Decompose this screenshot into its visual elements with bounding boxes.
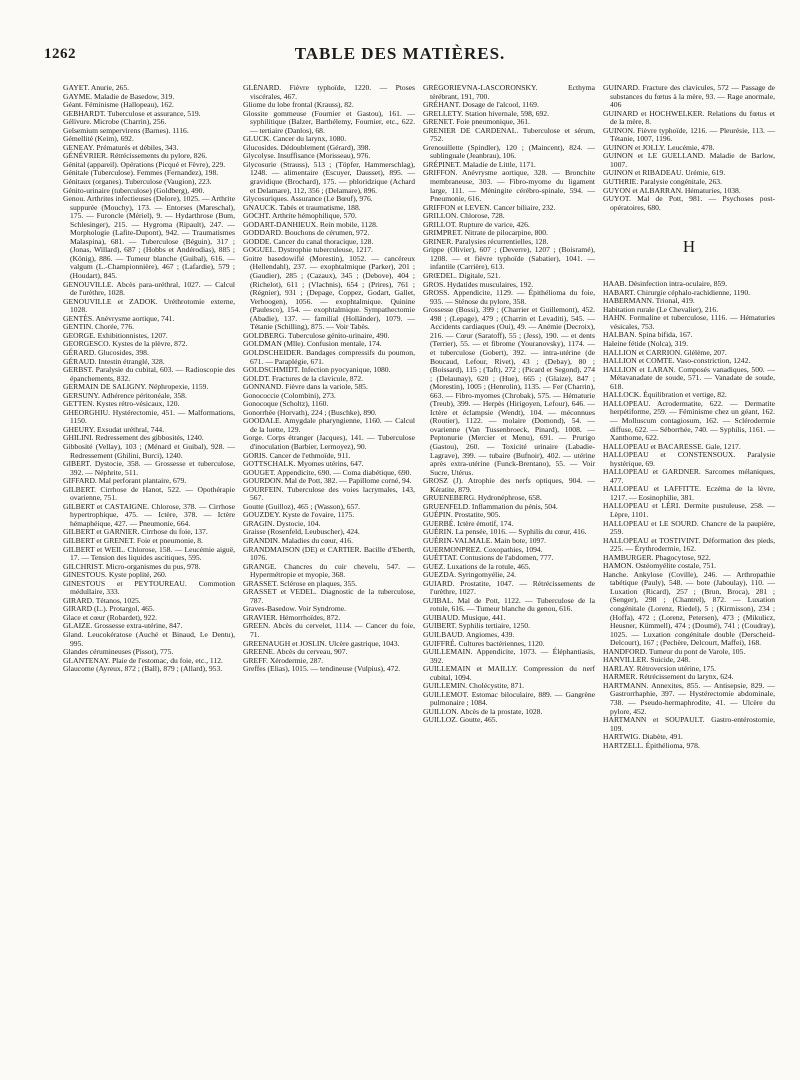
index-entry: HALLION et COMTE. Vaso-constriction, 1242. [603,356,751,366]
index-entry: GRANDIN. Maladies du cœur, 416. [243,535,353,545]
index-entry: GEBHARDT. Tuberculose et assurance, 519. [63,108,201,118]
index-entry: GRIMPRET. Nitrate de pilocarpine, 800. [423,228,548,238]
index-entry: GENTÈS. Anévrysme aortique, 741. [63,313,175,323]
index-entry: GHEURY. Exsudat uréthral, 744. [63,424,165,434]
index-entry: HAAB. Désinfection intra-oculaire, 859. [603,279,727,289]
index-entry: GAYET. Anurie, 265. [63,84,130,92]
index-entry: GUILLOZ. Goutte, 465. [423,715,498,725]
index-entry: HALLION et CARRION. Glélème, 207. [603,347,727,357]
index-entry: GUÉTTAT. Contusions de l'abdomen, 777. [423,553,554,563]
index-entry: GOUGET. Appendicite, 690. — Coma diabétique, 690. [243,467,412,477]
index-entry: GOURFEIN. Tuberculose des voies lacrymales, 143, 567. [243,484,415,503]
index-entry: GRAGIN. Dystocie, 104. [243,518,321,528]
column-4-h-entries [603,280,775,750]
index-entry: GOUZDEY. Kyste de l'ovaire, 1175. [243,510,355,520]
index-entry: GUÉRIN-VALMALE. Main bote, 1097. [423,535,547,545]
index-entry: GODDE. Cancer du canal thoracique, 128. [243,236,374,246]
index-entry: GUILLEMAIN et MAILLY. Compression du nerf cubital, 1094. [423,664,595,682]
index-entry: Gonorrhée (Horvath), 224 ; (Buschke), 890. [243,407,377,417]
index-entry: GRASSET. Sclérose en plaques, 355. [243,578,357,588]
index-entry: GUILLEMOT. Estomac biloculaire, 889. — Gangrène pulmonaire ; 1084. [423,689,595,708]
index-entry: GERSUNY. Adhérence péritonéale, 358. [63,390,187,400]
index-entry: GÉRAUD. Intestin étranglé, 328. [63,356,165,366]
index-entry: GUIFFRÉ. Cultures bactériennes, 1120. [423,638,545,648]
index-entry: HABERMANN. Trional, 419. [603,296,695,306]
index-entry: GHEORGHIU. Hystérectomie, 451. — Malformations, 1150. [63,407,235,426]
index-entry: GNAUCK. Tabès et traumatisme, 188. [243,202,361,212]
index-entry: GUERBÉ. Ictère émotif, 174. [423,518,514,528]
section-letter: H [682,237,696,257]
index-entry: HARTMANN. Annexites, 855. — Antisepsie, 829. — Gastrorrhaphie, 397. — Hystérectomie abdominale, 738. — Pseudo-hermaphrodite, 41. — Ulcère du pylore, 452. [603,680,775,716]
index-entry: GRÉPINET. Maladie de Little, 1171. [423,159,536,169]
index-entry: GUERMONPREZ. Coxopathies, 1094. [423,544,543,554]
index-entry: HALLOPEAU et LÉRI. Dermite pustuleuse, 258. — Lèpre, 1101. [603,501,775,519]
index-entry: GUINON et LE GUELLAND. Maladie de Barlow, 1007. [603,151,775,169]
index-entry: HALLOCK. Équilibration et vertige, 82. [603,390,727,400]
index-entry: HALLOPEAU et CONSTENSOUX. Paralysie hystérique, 69. [603,450,775,468]
index-entry: Glycolyse. Insuffisance (Morisseau), 976. [243,151,371,161]
index-entry: GUINON et RIBADEAU. Urémie, 619. [603,168,726,178]
index-entry: GRILLOT. Rupture de varice, 426. [423,219,530,229]
index-entry: Greffes (Elias), 1015. — tendineuse (Vulpius), 472. [243,664,401,674]
index-entry: Graves-Basedow. Voir Syndrome. [243,604,346,614]
index-entry: GUILLON. Abcès de la prostate, 1028. [423,706,543,716]
index-entry: GRENET. Foie pneumonique, 361. [423,117,531,127]
index-entry: Glace et cœur (Robardet), 922. [63,612,158,622]
index-entry: GILBERT. Cirrhose de Hanot, 522. — Opothérapie ovarienne, 751. [63,484,235,503]
index-entry: Géant. Féminisme (Hallopeau), 162. [63,100,174,110]
index-entry: Grenouillette (Spindler), 120 ; (Maincent), 824. — sublinguale (Jeanbrau), 106. [423,142,595,161]
index-entry: HARTZELL. Épithélioma, 978. [603,740,700,750]
index-entry: GILCHRIST. Micro-organismes du pus, 978. [63,561,201,571]
index-entry: GREENE. Abcès du cerveau, 907. [243,647,348,657]
index-entry: Hanche. Ankylose (Coville), 246. — Arthropathie tabétique (Pauly), 548. — bote (Jaboulay), 110. — Luxation (Ricard), 257 ; (Brun, Broca), 281 ; (Senger), 298 ; (Chantrel), 872. — Luxation congénitale (Lorenz, Riedel), 5 ; (Kirmisson), 234 ; (Hoffa), 472 ; (Lorenz, Petersen), 473 ; (Mikulicz, Heusner, Kümmell), 474 ; (Doumé), 741 ; (Coudray), 1025. — Luxation congénitale double (Derscheid-Delcourt), 167 ; (Pechère, Delcourt, Maffei), 168. [603,569,775,648]
index-entry: HALBAN. Spina bifida, 167. [603,330,693,340]
index-entry: HAMON. Ostéomyélite costale, 751. [603,561,717,571]
index-entry: GIRARD. Tétanos, 1025. [63,595,141,605]
index-entry: GUIARD. Prostatite, 1047. — Rétrécissements de l'urèthre, 1027. [423,578,595,597]
index-entry: GUEZ. Luxations de la rotule, 465. [423,561,531,571]
index-entry: Glossite gommeuse (Fournier et Gastou), 161. — syphilitique (Balzer, Barthélemy, Fournier, etc., 622. — tertiaire (Danlos), 68. [243,108,415,135]
index-entry: GILBERT et GRENET. Foie et pneumonie, 8. [63,535,203,545]
index-entry: HALLOPEAU et GARDNER. Sarcomes mélaniques, 477. [603,467,775,485]
index-entry: GÉNÉVRIER. Rétrécissements du pylore, 826. [63,151,208,161]
index-entry: GROSS. Appendicite, 1129. — Épithélioma du foie, 935. — Sténose du pylore, 358. [423,288,595,306]
index-entry: Gémellité (Keim), 692. [63,134,134,144]
index-entry: GILBERT et CASTAIGNE. Chlorose, 378. — Cirrhose hypertrophique, 475. — Ictère, 378. — Ictère hémaphéique, 427. — Pneumonie, 664. [63,501,235,528]
index-entry: GLÉNARD. Fièvre typhoïde, 1220. — Ptoses viscérales, 467. [243,84,415,101]
index-entry: HALLOPEAU et TOSTIVINT. Déformation des pieds, 225. — Érythrodermie, 162. [603,535,775,554]
index-entry: GUÉRIN. La pensée, 1016. — Syphilis du cœur, 416. [423,527,587,537]
index-entry: HARTWIG. Diabète, 491. [603,732,683,742]
index-entry: GRENIER DE CARDENAL. Tuberculose et sérum, 752. [423,125,595,144]
index-entry: GODDARD. Bouchons de cérumen, 972. [243,228,370,238]
index-entry: HARLAY. Rétroversion utérine, 175. [603,663,717,673]
index-entry: Glycosuriques. Assurance (Le Bœuf), 976. [243,194,373,204]
index-entry: GILBERT et GARNIER. Cirrhose du foie, 137. [63,527,208,537]
index-entry: GOTTSCHALK. Myomes utérins, 647. [243,459,364,469]
index-entry: Génito-urinaire (tuberculose) (Goldberg), 490. [63,185,205,195]
index-entry: GRANGE. Chancres du cuir chevelu, 547. — Hypermétropie et myopie, 368. [243,561,415,580]
index-entry: GRUENEBERG. Hydronéphrose, 658. [423,493,542,503]
index-entry: GENOUVILLE. Abcès para-uréthral, 1027. — Calcul de l'urèthre, 1028. [63,279,235,298]
index-entry: GRÉHANT. Dosage de l'alcool, 1169. [423,100,539,110]
page-number: 1262 [44,46,76,62]
index-entry: GILBERT et WEIL. Chlorose, 158. — Leucémie aiguë, 17. — Tension des liquides ascitiques, 595. [63,544,235,563]
index-entry: GOODALE. Amygdale pharyngienne, 1160. — Calcul de la luette, 129. [243,416,415,434]
index-entry: GUINARD. Fracture des clavicules, 572 — Passage de substances du fœtus à la mère, 93. — Rage anormale, 406 [603,84,775,110]
index-entry: HANDFORD. Tumeur du pont de Varole, 105. [603,646,746,656]
index-entry: HALLOPEAU et LAFFITTE. Eczéma de la lèvre, 1217. — Eosinophilie, 381. [603,484,775,502]
index-entry: Glandes cérumineuses (Pissot), 775. [63,647,174,657]
index-entry: GUIBERT. Syphilis tertiaire, 1250. [423,621,530,631]
index-entry: Gélivure. Microbe (Charrin), 256. [63,117,167,127]
index-entry: Grippe (Olivier), 607 ; (Deverre), 1207 ; (Boisramé), 1208. — et fièvre typhoïde (Sabatier), 1041. — infantile (Carrière), 613. [423,245,595,272]
index-entry: GLANTENAY. Plaie de l'estomac, du foie, etc., 112. [63,655,223,665]
index-entry: GODART-DANHIEUX. Rein mobile, 1128. [243,219,378,229]
index-entry: GRASSET et VEDEL. Diagnostic de la tuberculose, 787. [243,587,415,605]
index-entry: GRANDMAISON (DE) et CARTIER. Bacille d'Eberth, 1076. [243,544,415,563]
index-column-2 [240,84,420,1070]
index-entry: GRIFFON. Anévrysme aortique, 328. — Bronchite membraneuse, 303. — Fibro-myome du ligament large, 111. — Méningite cérébro-spinale, 594. — Pneumonie, 616. [423,168,595,204]
index-entry: GRINER. Paralysies récurrentielles, 128. [423,236,549,246]
index-entry: GLUCK. Cancer du larynx, 1080. [243,134,347,144]
index-entry: HABART. Chirurgie céphalo-rachidienne, 1190. [603,287,751,297]
index-entry: Gland. Leucokératose (Auché et Binaud, Le Dentu), 995. [63,630,235,648]
index-entry: GREFF. Xérodermie, 287. [243,655,324,665]
index-entry: HAMBURGER. Phagocytose, 922. [603,552,711,562]
index-entry: Glaucome (Ayreux, 872 ; (Ball), 879 ; (Allard), 953. [63,664,223,674]
index-entry: GETTEN. Kystes rétro-vésicaux, 120. [63,399,180,409]
index-entry: GAYME. Maladie de Basedow, 319. [63,91,175,101]
index-entry: Glycosurie (Strauss), 513 ; (Töpfer, Hammerschlag), 1248. — alimentaire (Escuyer, Dausset), 895. — gravidique (Brochard), 175. — phloridzique (Achard et Delamare), 112, 356 ; (Delamare), 896. [243,159,415,195]
index-entry: Goutte (Guilloz), 465 ; (Wasson), 657. [243,501,361,511]
index-entry: Goitre basedowifié (Morestin), 1052. — cancéreux (Hellendahl), 237. — exophtalmique (Parker), 201 ; (Gaudier), 285 ; (Cazaux), 345 ; (Debove), 404 ; (Richelot), 611 ; (Vlachnis), 654 ; (Prires), 761 ; (Régnier), 931 ; (Depage, Coppez, Godart, Gallet, Verhoogen), 1056. — exophtalmique. Quinine (Paulesco), 154. — exophtalmique. Sympathectomie (Abadie), 137. — familial (Holländer), 1079. — Tétanie (Schilling), 875. — Voir Tabès. [243,253,415,332]
index-entry: Gorge. Corps étranger (Jacques), 141. — Tuberculose d'inoculation (Barbier, Lermoyez), 90. [243,433,415,451]
index-entry: Genou. Arthrites infectieuses (Delore), 1025. — Arthrite suppurée (Mouchy), 173. — Entorses (Mareschal), 175. — Furoncle (Mériel), 9. — Hydarthrose (Bum, Schlesinger), 215. — Hygroma (Ripault), 247. — Morphologie (Lafite-Dupont), 942. — Traumatismes Malaspina), 681. — Tuberculose (Béguin), 317 ; (Jonas, Willard), 687 ; (Hobbs et Andérodias), 885 ; (König), 886. — Tumeur blanche (Guibal), 616. — valgum (L.-Championnière), 467 ; (Lafardie), 579 ; (Houdart), 845. [63,194,235,281]
index-entry: GUILLEMAIN. Appendicite, 1073. — Éléphantiasis, 392. [423,647,595,665]
index-entry: GINESTOUS et PEYTOUREAU. Commotion médullaire, 333. [63,578,235,597]
index-entry: Graisse (Rosenfeld, Leubuscher), 424. [243,527,360,537]
index-entry: GUIBAL. Mal de Pott, 1122. — Tuberculose de la rotule, 616. — Tumeur blanche du genou, 616. [423,595,595,614]
index-entry: GHILINI. Redressement des gibbosités, 1240. [63,433,204,443]
index-entry: GOLDSCHMIDT. Infection pyocyanique, 1080. [243,365,391,375]
index-entry: GUIBAUD. Musique, 441. [423,612,506,622]
index-entry: GROSZ (J). Atrophie des nerfs optiques, 904. — Kératite, 879. [423,476,595,494]
index-entry: GUYON et ALBARRAN. Hématuries, 1038. [603,185,741,195]
index-entry: GRILLON. Chlorose, 728. [423,211,505,221]
index-entry: GRUENFELD. Inflammation du pénis, 504. [423,501,558,511]
index-entry: Génital (appareil). Opérations (Picqué et Fèvre), 229. [63,159,226,169]
index-entry: Génitaux (organes). Tuberculose (Vaugion), 223. [63,177,212,187]
page-title: TABLE DES MATIÈRES. [294,44,506,63]
index-entry: GERBST. Paralysie du cubital, 603. — Radioscopie des épanchements, 832. [63,365,235,383]
index-entry: GRÉGORIEVNA-LASCORONSKY. Ecthyma térébrant, 191, 700. [423,84,595,101]
index-entry: GÉRARD. Glucosides, 398. [63,347,149,357]
index-entry: GREEN. Abcès du cervelet, 1114. — Cancer du foie, 71. [243,621,415,639]
index-entry: GINESTOUS. Kyste poplité, 260. [63,570,167,580]
index-entry: GOLDT. Fractures de la clavicule, 872. [243,373,364,383]
index-entry: GUINON et JOLLY. Leucémie, 478. [603,142,715,152]
index-entry: GORIS. Cancer de l'ethmoïde, 911. [243,450,351,460]
index-column-1 [60,84,240,1070]
index-entry: HALLOPEAU et BACARESSE. Gale, 1217. [603,441,741,451]
index-entry: GIFFARD. Mal perforant plantaire, 679. [63,476,187,486]
index-entry: HALLOPEAU et LE SOURD. Chancre de la paupière, 259. [603,518,775,537]
index-entry: GROS. Hydatides musculaires, 192. [423,279,534,289]
index-entry: GLAIZE. Grossesse extra-utérine, 847. [63,621,183,631]
index-column-4 [600,84,780,1070]
index-entry: GUINARD et HOCHWELKER. Relations du fœtus et de la mère, 8. [603,108,775,127]
index-entry: Gonococcie (Colombini), 273. [243,390,336,400]
index-entry: GREENAUGH et JOSLIN. Ulcère gastrique, 1043. [243,638,400,648]
index-entry: GRIFFON et LEVEN. Cancer biliaire, 232. [423,202,556,212]
index-entry: HARMER. Rétrécissement du larynx, 624. [603,672,734,682]
index-entry: GONNAND. Fièvre dans la variole, 585. [243,382,368,392]
index-entry: GUILLEMIN. Cholécystite, 871. [423,681,525,691]
index-entry: GOCHT. Arthrite hémophilique, 570. [243,211,357,221]
index-entry: GENOUVILLE et ZADOK. Uréthrotomie externe, 1028. [63,296,235,315]
index-entry: GUTHRIE. Paralysie congénitale, 263. [603,177,722,187]
index-column-3 [420,84,600,1070]
index-entry: GEORGE. Exhibitionnistes, 1207. [63,330,168,340]
index-entry: Gliome du lobe frontal (Krauss), 82. [243,100,354,110]
index-entry: GUILBAUD. Angiomes, 439. [423,630,515,639]
index-entry: HANVILLER. Suicide, 248. [603,655,691,665]
index-entry: Gonocoque (Scholtz), 1160. [243,399,329,409]
index-columns [60,84,780,1070]
index-entry: Haleine fétide (Nolca), 319. [603,339,688,349]
index-entry: GOLDMAN (Mlle). Confusion mentale, 174. [243,339,382,349]
index-entry: HALLOPEAU. Acrodermatite, 622. — Dermatite herpétiforme, 259. — Féminisme chez un géant, 162. — Molluscum contagiosum, 162. — Sclérodermie diffuse, 622. — Séborrhée, 740. — Syphilis, 1161. — Xanthome, 622. [603,398,775,443]
index-entry: GOURDON. Mal de Pott, 382. — Papillome corné, 94. [243,476,412,486]
index-entry: GRAVIER. Hémorrhoïdes, 872. [243,612,341,622]
index-entry: Gibbosité (Vellay), 103 ; (Ménard et Guibal), 928. — Redressement (Ghilini, Burci), 1240. [63,441,235,460]
index-entry: GOLDBERG. Tuberculose génito-urinaire, 490. [243,330,390,340]
index-entry: GRŒDEL. Digitale, 521. [423,271,501,281]
index-entry: GOLDSCHEIDER. Bandages compressifs du poumon, 671. — Paraplégie, 671. [243,347,415,366]
index-entry: HALLION et LARAN. Composés vanadiques, 500. — Métavanadate de soude, 571. — Vanadate de soude, 618. [603,364,775,391]
index-entry: Glucosides. Dédoublement (Gérard), 398. [243,142,371,152]
index-entry: Génitale (Tuberculose). Femmes (Fernandez), 198. [63,168,219,178]
index-entry: GUINON. Fièvre typhoïde, 1216. — Pleurésie, 113. — Tétanie, 1007, 1196. [603,125,775,144]
index-entry: GUEZDA. Syringomyélie, 24. [423,570,517,580]
index-entry: Gelsemium sempervirens (Barnes). 1116. [63,125,189,135]
column-4-g-entries [603,84,775,212]
index-entry: HARTMANN et SOUPAULT. Gastro-entérostomie, 109. [603,715,775,733]
index-entry: HAHN. Formaline et tuberculose, 1116. — Hématuries vésicales, 753. [603,313,775,331]
index-entry: GEORGESCO. Kystes de la plèvre, 872. [63,339,188,349]
index-entry: Habitation rurale (Le Chevalier), 216. [603,304,719,314]
index-entry: GIBERT. Dystocie, 358. — Grossesse et tuberculose, 392. — Néphrite, 511. [63,459,235,477]
index-entry: GIRARD (L.). Protargol, 465. [63,604,155,614]
index-entry: GUÉPIN. Prostatite, 905. [423,510,501,520]
index-entry: Grossesse (Bossi), 399 ; (Charrier et Guillemont), 452. 498 ; (Lepage), 479 ; (Charrin et Levaditi), 545. — Accidents cardiaques (Oui), 49. — Anémie (Decroix), 216. — Cœur (Saratoff), 55 ; (Jess), 190. — et dents (Terrier), 55. — et fibrome (Youranovsky), 1174. — et tuberculose (Gobert), 392. — intra-utérine (de Boucaud, Lefour, Rivet), 43 ; (Debay), 80 ; (Boissard), 115 ; (Taft), 272 ; (Picard et Segond), 274 ; (Delaunay), 620 ; (Hue), 665 ; (Glaize), 847 ; (Morestin), 1005 ; (Henrolin), 1135. — Fer (Charrin), 663. — Fibro-myomes (Chrobak), 575. — Hématurie (Treub), 399. — Herpès (Hirigoyen, Lefour), 646. — Ictère et éclampsie (Wendt), 104. — méconnues (Routier), 1122. — molaire (Domond), 54. — ovarienne (Van Tussenbroeck, Pinard), 1008. — Peptonurie (Mercier et Menu), 691. — Prurigo (Gastou), 260. — Toxicité urinaire (Labadie-Lagrave), 399. — tubaire (Bufnoir), 402. — utérine après extra-utérine (Funck-Brentano), 55. — Voir Sucre, Utérus. [423,305,595,477]
index-entry: GOGUEL. Dystrophie tuberculeuse, 1217. [243,245,373,255]
index-entry: GERMAIN DE SALIGNY. Néphropexie, 1159. [63,382,209,392]
index-entry: GRELLETY. Station hivernale, 598, 692. [423,108,549,118]
index-entry: GUYOT. Mal de Pott, 981. — Psychoses post-opératoires, 680. [603,194,775,212]
index-entry: GENTIN. Chorée, 776. [63,322,135,332]
index-entry: GENEAY. Prématurés et débiles, 343. [63,142,179,152]
